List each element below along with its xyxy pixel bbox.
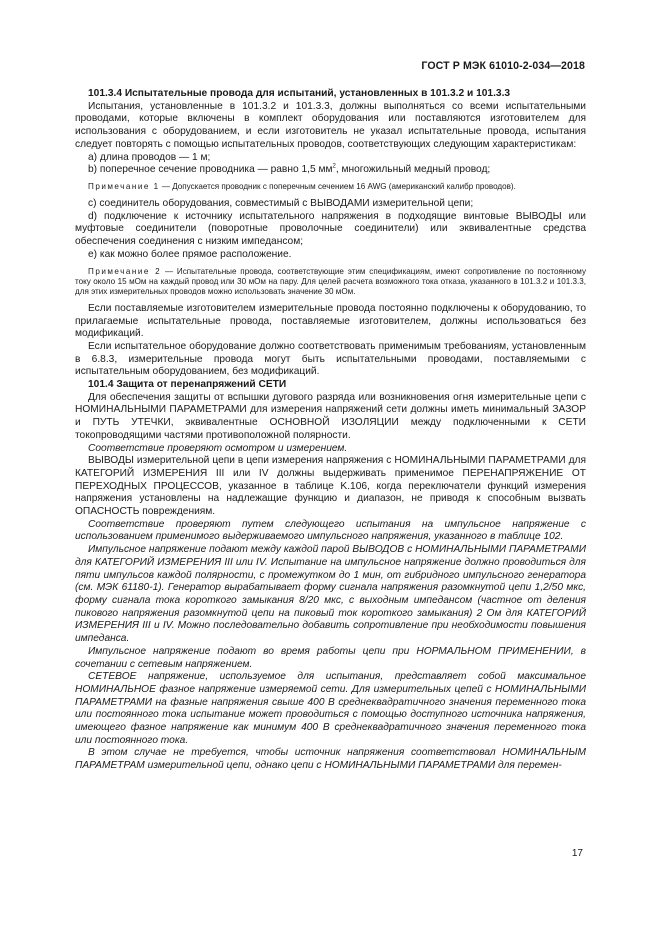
list-item-d: d) подключение к источнику испытательного напряжения в подходящие винтовые ВЫВОДЫ или муфтовые соединители (поворотные проволочные соединители) или эквивалентные средства обеспечения соединения с низким импедансом;: [75, 210, 586, 248]
note-2: [75, 267, 586, 297]
list-item-b: [75, 164, 586, 177]
compliance-statement: Соответствие проверяют осмотром и измерением.: [88, 442, 348, 454]
note-1: [75, 182, 586, 192]
list-item-a: а) длина проводов — 1 м;: [88, 151, 211, 163]
compliance-statement: Соответствие проверяют путем следующего испытания на импульсное напряжение с использованием применимого выдерживаемого импульсного напряжения, указанного в таблице 102.: [75, 518, 586, 543]
list-item-e: е) как можно более прямое расположение.: [88, 248, 292, 260]
paragraph: Испытания, установленные в 101.3.2 и 101.3.3, должны выполняться со всеми испытательными проводами, которые включены в комплект оборудования или поставляются изготовителем для использования с оборудованием, и если изготовитель не указал испытательные провода, испытания следует повторять с помощью испытательных проводов, соответствующих следующим характеристикам:: [75, 100, 586, 150]
paragraph: Если поставляемые изготовителем измерительные провода постоянно подключены к оборудованию, то прилагаемые испытательные провода, поставляемые изготовителем, должны использоваться без модификаций.: [75, 302, 586, 340]
section-title-101-3-4: 101.3.4 Испытательные провода для испытаний, установленных в 101.3.2 и 101.3.3: [88, 88, 511, 99]
test-procedure: Импульсное напряжение подают во время работы цепи при НОРМАЛЬНОМ ПРИМЕНЕНИИ, в сочетании с сетевым напряжением.: [75, 645, 586, 670]
note-text: — Допускается проводник с поперечным сечением 16 AWG (американский калибр проводов).: [159, 181, 516, 191]
paragraph: ВЫВОДЫ измерительной цепи в цепи измерения напряжения с НОМИНАЛЬНЫМИ ПАРАМЕТРАМИ для КАТЕГОРИЙ ИЗМЕРЕНИЯ III или IV должны выдерживать применимое ПЕРЕНАПРЯЖЕНИЕ ОТ ПЕРЕХОДНЫХ ПРОЦЕССОВ, указанное в таблице K.106, когда переключатели функций измерения напряжения установлены на надлежащие функцию и диапазон, не приводя к способным вызвать ОПАСНОСТЬ повреждениям.: [75, 455, 586, 518]
page-number: 17: [571, 848, 583, 859]
paragraph: Если испытательное оборудование должно соответствовать применимым требованиям, установленным в 6.8.3, измерительные провода могут быть испытательными проводами, поставляемыми с испытательным оборудованием, без модификаций.: [75, 340, 586, 378]
note-label: Примечание 1: [88, 181, 160, 191]
page-content: [75, 88, 586, 773]
list-item-b-text: b) поперечное сечение проводника — равно 1,5 мм: [88, 164, 333, 176]
superscript: 2: [332, 163, 336, 170]
paragraph: Для обеспечения защиты от вспышки дугового разряда или возникновения огня измерительные цепи с НОМИНАЛЬНЫМИ ПАРАМЕТРАМИ для измерения напряжений сети должны иметь минимальный ЗАЗОР и ПУТЬ УТЕЧКИ, эквивалентные ОСНОВНОЙ ИЗОЛЯЦИИ между подключенными к СЕТИ токопроводящими частями противоположной полярности.: [75, 391, 586, 441]
document-header: ГОСТ Р МЭК 61010-2-034—2018: [421, 60, 585, 72]
section-title-101-4: 101.4 Защита от перенапряжений СЕТИ: [88, 379, 287, 391]
test-procedure: СЕТЕВОЕ напряжение, используемое для испытания, представляет собой максимальное НОМИНАЛЬНОЕ фазное напряжение измеряемой сети. Для измерительных цепей с НОМИНАЛЬНЫМИ ПАРАМЕТРАМИ на фазные напряжения свыше 400 В среднеквадратичного значения переменного тока или постоянного тока испытание может проводиться с помощью доступного источника напряжения, имеющего фазное напряжение как минимум 400 В среднеквадратичного значения переменного тока или постоянного тока.: [75, 671, 586, 746]
note-label: Примечание 2: [88, 266, 162, 276]
test-procedure: Импульсное напряжение подают между каждой парой ВЫВОДОВ с НОМИНАЛЬНЫМИ ПАРАМЕТРАМИ для КАТЕГОРИЙ ИЗМЕРЕНИЯ III или IV. Испытание на импульсное напряжение должно проводиться для пяти импульсов каждой полярности, с промежутком до 1 мин, от гибридного импульсного генератора (см. МЭК 61180-1). Генератор вырабатывает форму сигнала напряжения разомкнутой цепи 1,2/50 мкс, форму сигнала тока короткого замыкания 8/20 мкс, с выходным импедансом (частное от деления пикового напряжения разомкнутой цепи на пиковый ток короткого замыкания) 2 Ом для КАТЕГОРИЙ ИЗМЕРЕНИЯ III и IV. Можно последовательно добавить сопротивление при необходимости повышения импеданса.: [75, 544, 586, 645]
note-text: — Испытательные провода, соответствующие этим спецификациям, имеют сопротивление по постоянному току около 15 мОм на каждый провод или 30 мОм на пару. Для целей расчета возможного тока отказа, указанного в 101.3.2 и 101.3.3, для этих измерительных проводов можно использовать значение 30 мОм.: [75, 266, 586, 296]
test-procedure: В этом случае не требуется, чтобы источник напряжения соответствовал НОМИНАЛЬНЫМ ПАРАМЕТРАМ измерительной цепи, однако цепи с НОМИНАЛЬНЫМИ ПАРАМЕТРАМИ для перемен-: [75, 747, 586, 772]
list-item-b-tail: , многожильный медный провод;: [335, 164, 491, 176]
list-item-c: c) соединитель оборудования, совместимый с ВЫВОДАМИ измерительной цепи;: [88, 198, 474, 210]
